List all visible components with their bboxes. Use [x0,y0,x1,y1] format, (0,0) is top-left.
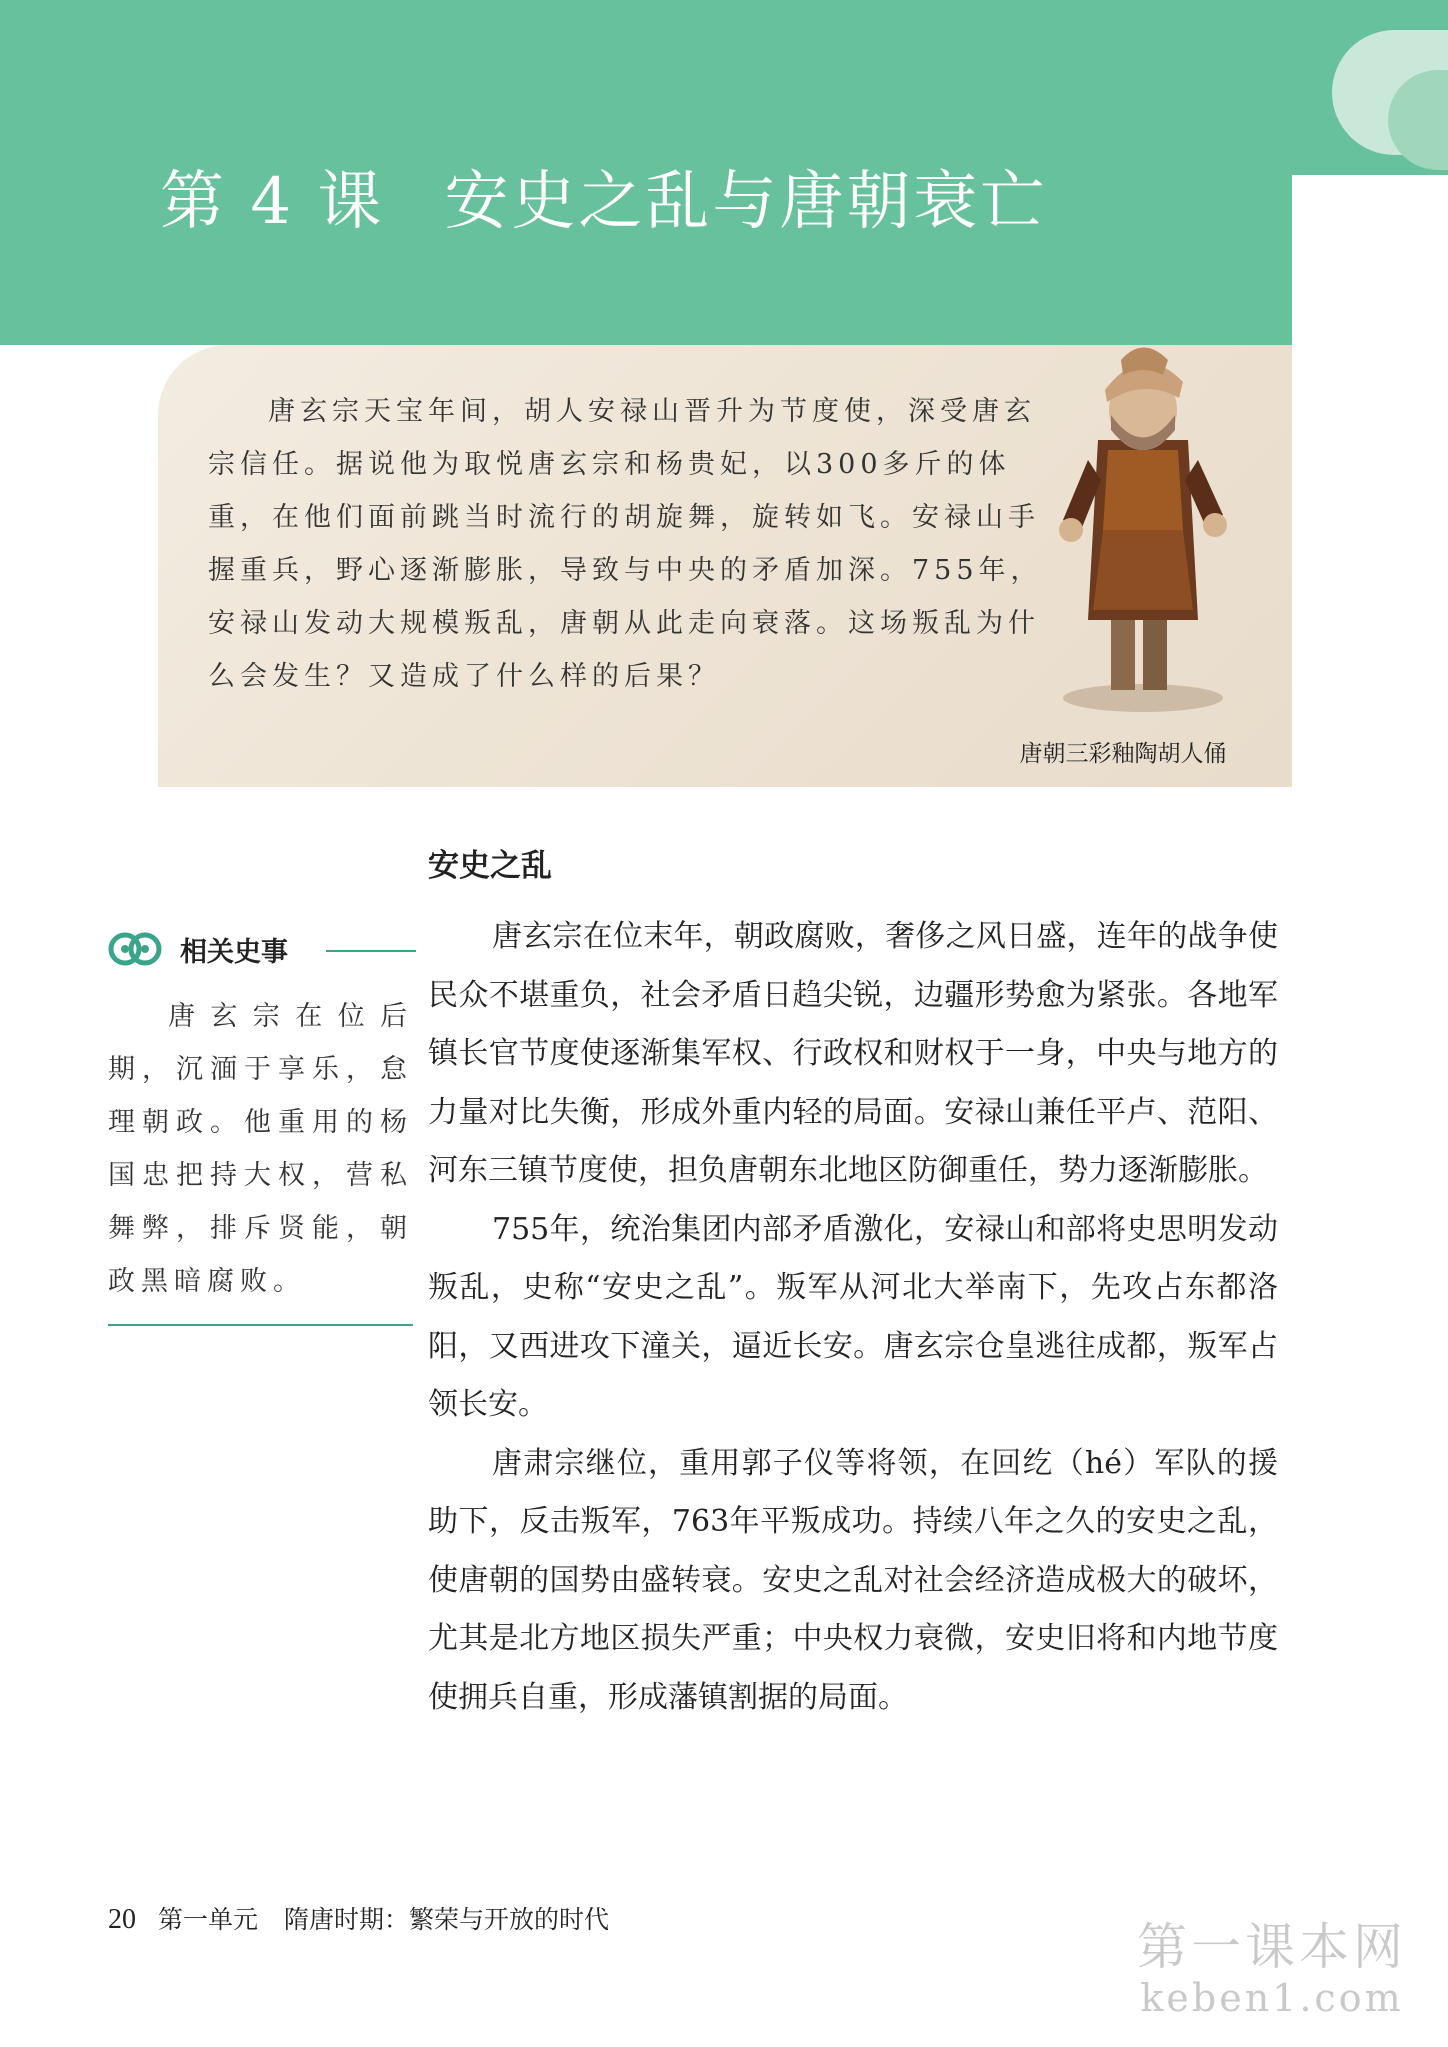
intro-paragraph: 唐玄宗天宝年间，胡人安禄山晋升为节度使，深受唐玄宗信任。据说他为取悦唐玄宗和杨贵妃，以300多斤的体重，在他们面前跳当时流行的胡旋舞，旋转如飞。安禄山手握重兵，野心逐渐膨胀，导致与中央的矛盾加深。755年，安禄山发动大规模叛乱，唐朝从此走向衰落。这场叛乱为什么会发生？又造成了什么样的后果？ [208,396,1043,692]
body-paragraph: 唐肃宗继位，重用郭子仪等将领，在回纥（hé）军队的援助下，反击叛军，763年平叛成功。持续八年之久的安史之乱，使唐朝的国势由盛转衰。安史之乱对社会经济造成极大的破坏，尤其是北方地区损失严重；中央权力衰微，安史旧将和内地节度使拥兵自重，形成藩镇割据的局面。 [428,1445,1278,1715]
unit-title: 隋唐时期：繁荣与开放的时代 [284,1905,610,1934]
watermark-cn: 第一课本网 [1137,1918,1407,1976]
related-history-sidebar [108,920,413,1326]
watermark-en: keben1.com [1140,1976,1404,2020]
sidebar-header [108,920,413,976]
lesson-title: 安史之乱与唐朝衰亡 [444,165,1048,239]
lesson-number: 第 4 课 [160,165,385,239]
watermark [1122,1918,1422,2020]
page-number: 20 [108,1904,136,1935]
sidebar-divider-bottom [108,1324,413,1326]
lesson-heading [160,150,1047,242]
unit-label: 第一单元 [158,1905,259,1934]
figurine-image [993,320,1293,730]
body-paragraph: 755年，统治集团内部矛盾激化，安禄山和部将史思明发动叛乱，史称“安史之乱”。叛军从河北大举南下，先攻占东都洛阳，又西进攻下潼关，逼近长安。唐玄宗仓皇逃往成都，叛军占领长安。 [428,1211,1278,1422]
page-footer [108,1900,609,1936]
section-heading: 安史之乱 [428,848,552,884]
sidebar-divider-top [326,950,416,952]
sidebar-title: 相关史事 [180,937,288,968]
body-paragraph: 唐玄宗在位末年，朝政腐败，奢侈之风日盛，连年的战争使民众不堪重负，社会矛盾日趋尖锐，边疆形势愈为紧张。各地军镇长官节度使逐渐集军权、行政权和财权于一身，中央与地方的力量对比失衡，形成外重内轻的局面。安禄山兼任平卢、范阳、河东三镇节度使，担负唐朝东北地区防御重任，势力逐渐膨胀。 [428,919,1278,1188]
related-history-icon [108,924,162,974]
sidebar-paragraph: 唐玄宗在位后期，沉湎于享乐，怠理朝政。他重用的杨国忠把持大权，营私舞弊，排斥贤能，朝政黑暗腐败。 [108,1001,413,1297]
sidebar-text [108,990,413,1308]
body-text [428,908,1278,1727]
intro-box [158,345,1292,787]
figure-caption: 唐朝三彩釉陶胡人俑 [1019,741,1227,767]
intro-text [208,385,1066,703]
